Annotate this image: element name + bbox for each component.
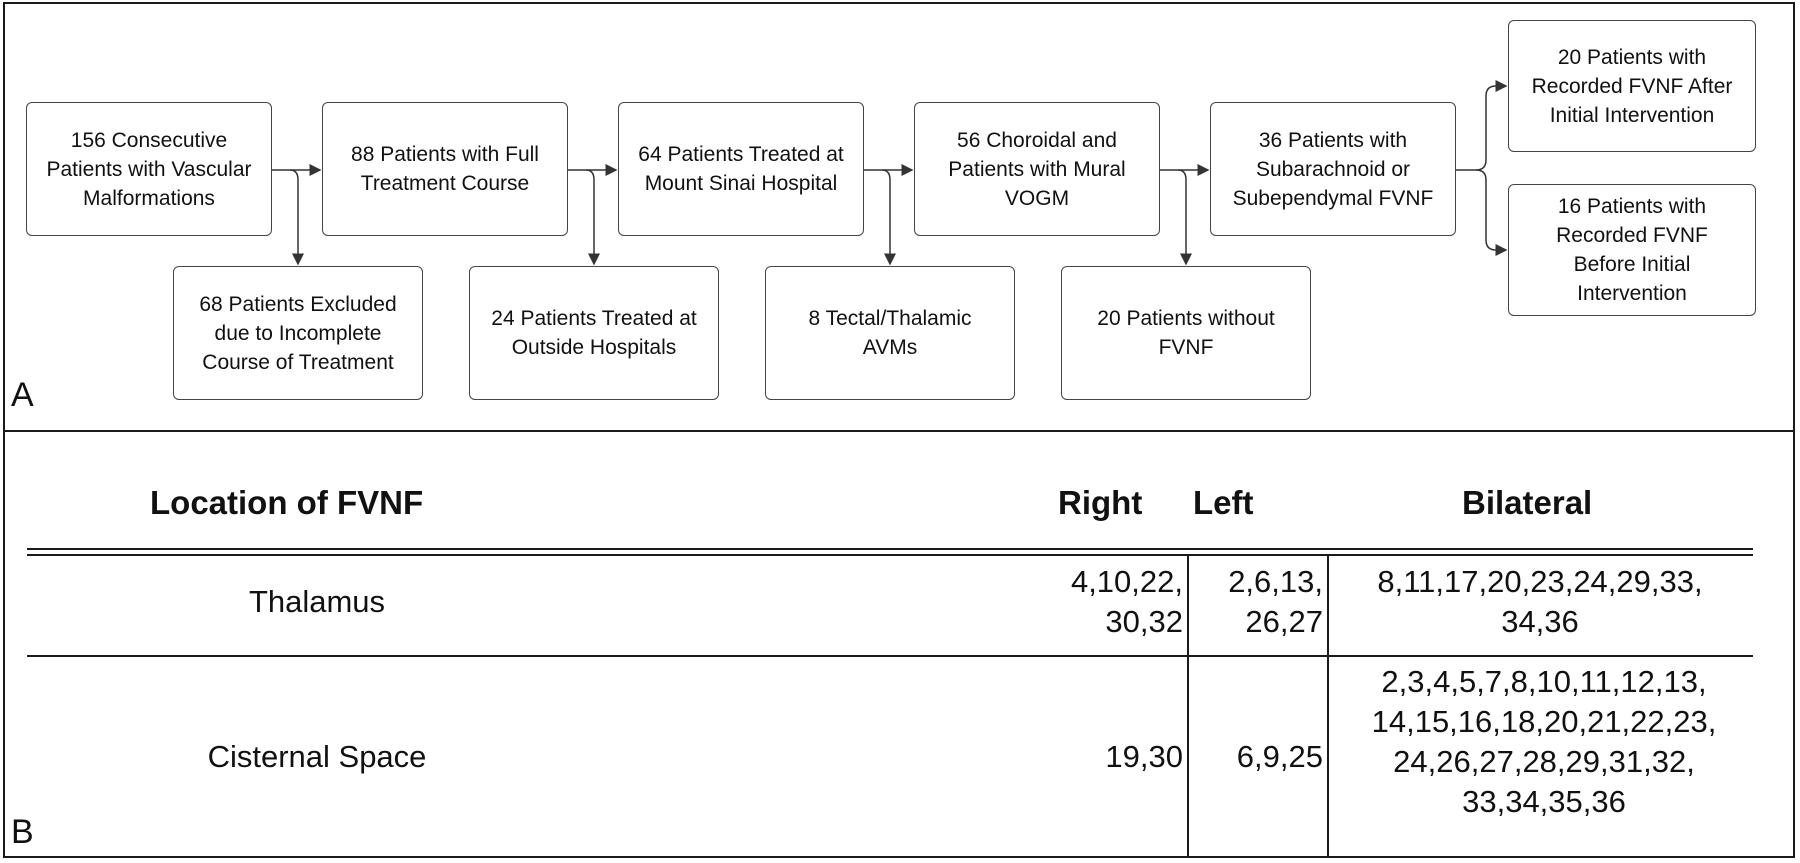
arrow-exclude-3 (882, 170, 890, 264)
row-cisternal-bilateral: 2,3,4,5,7,8,10,11,12,13, 14,15,16,18,20,21,22,23, 24,26,27,28,29,31,32, 33,34,35,36 (1371, 664, 1717, 819)
arrow-exclude-4 (1178, 170, 1186, 264)
header-bilateral: Bilateral (1462, 484, 1593, 521)
flow-box-outside-hospitals: 24 Patients Treated at Outside Hospitals (469, 266, 719, 400)
row-cisternal-location: Cisternal Space (207, 739, 427, 774)
panel-a-label: A (11, 376, 34, 414)
arrow-outcome-2 (1476, 170, 1506, 250)
arrow-exclude-1 (290, 170, 298, 264)
header-location: Location of FVNF (150, 484, 424, 521)
row-cisternal-right: 19,30 (1105, 739, 1183, 774)
row-thalamus-bilateral: 8,11,17,20,23,24,29,33, 34,36 (1377, 564, 1703, 639)
row-thalamus-right: 4,10,22, 30,32 (1070, 564, 1183, 639)
arrow-exclude-2 (586, 170, 594, 264)
arrow-outcome-1 (1476, 86, 1506, 170)
flow-box-fvnf-before: 16 Patients with Recorded FVNF Before Initial Intervention (1508, 184, 1756, 316)
flow-box-tectal-thalamic: 8 Tectal/Thalamic AVMs (765, 266, 1015, 400)
header-rule-top (27, 548, 1753, 550)
row-thalamus-location: Thalamus (248, 584, 386, 619)
flow-box-consecutive-patients: 156 Consecutive Patients with Vascular Malformations (26, 102, 272, 236)
row-cisternal-left: 6,9,25 (1236, 739, 1323, 774)
flow-box-full-treatment: 88 Patients with Full Treatment Course (322, 102, 568, 236)
row-thalamus-left: 2,6,13, 26,27 (1228, 564, 1323, 639)
flow-box-mount-sinai: 64 Patients Treated at Mount Sinai Hospital (618, 102, 864, 236)
flow-box-subarachnoid-fvnf: 36 Patients with Subarachnoid or Subependymal FVNF (1210, 102, 1456, 236)
flow-box-excluded-incomplete: 68 Patients Excluded due to Incomplete Course of Treatment (173, 266, 423, 400)
flow-box-choroidal-mural: 56 Choroidal and Patients with Mural VOGM (914, 102, 1160, 236)
panel-b-label: B (11, 813, 34, 851)
row-separator (27, 655, 1753, 657)
flow-box-without-fvnf: 20 Patients without FVNF (1061, 266, 1311, 400)
header-right: Right (1058, 484, 1143, 521)
flow-box-fvnf-after: 20 Patients with Recorded FVNF After Initial Intervention (1508, 20, 1756, 152)
header-left: Left (1193, 484, 1254, 521)
header-rule-bottom (27, 554, 1753, 556)
